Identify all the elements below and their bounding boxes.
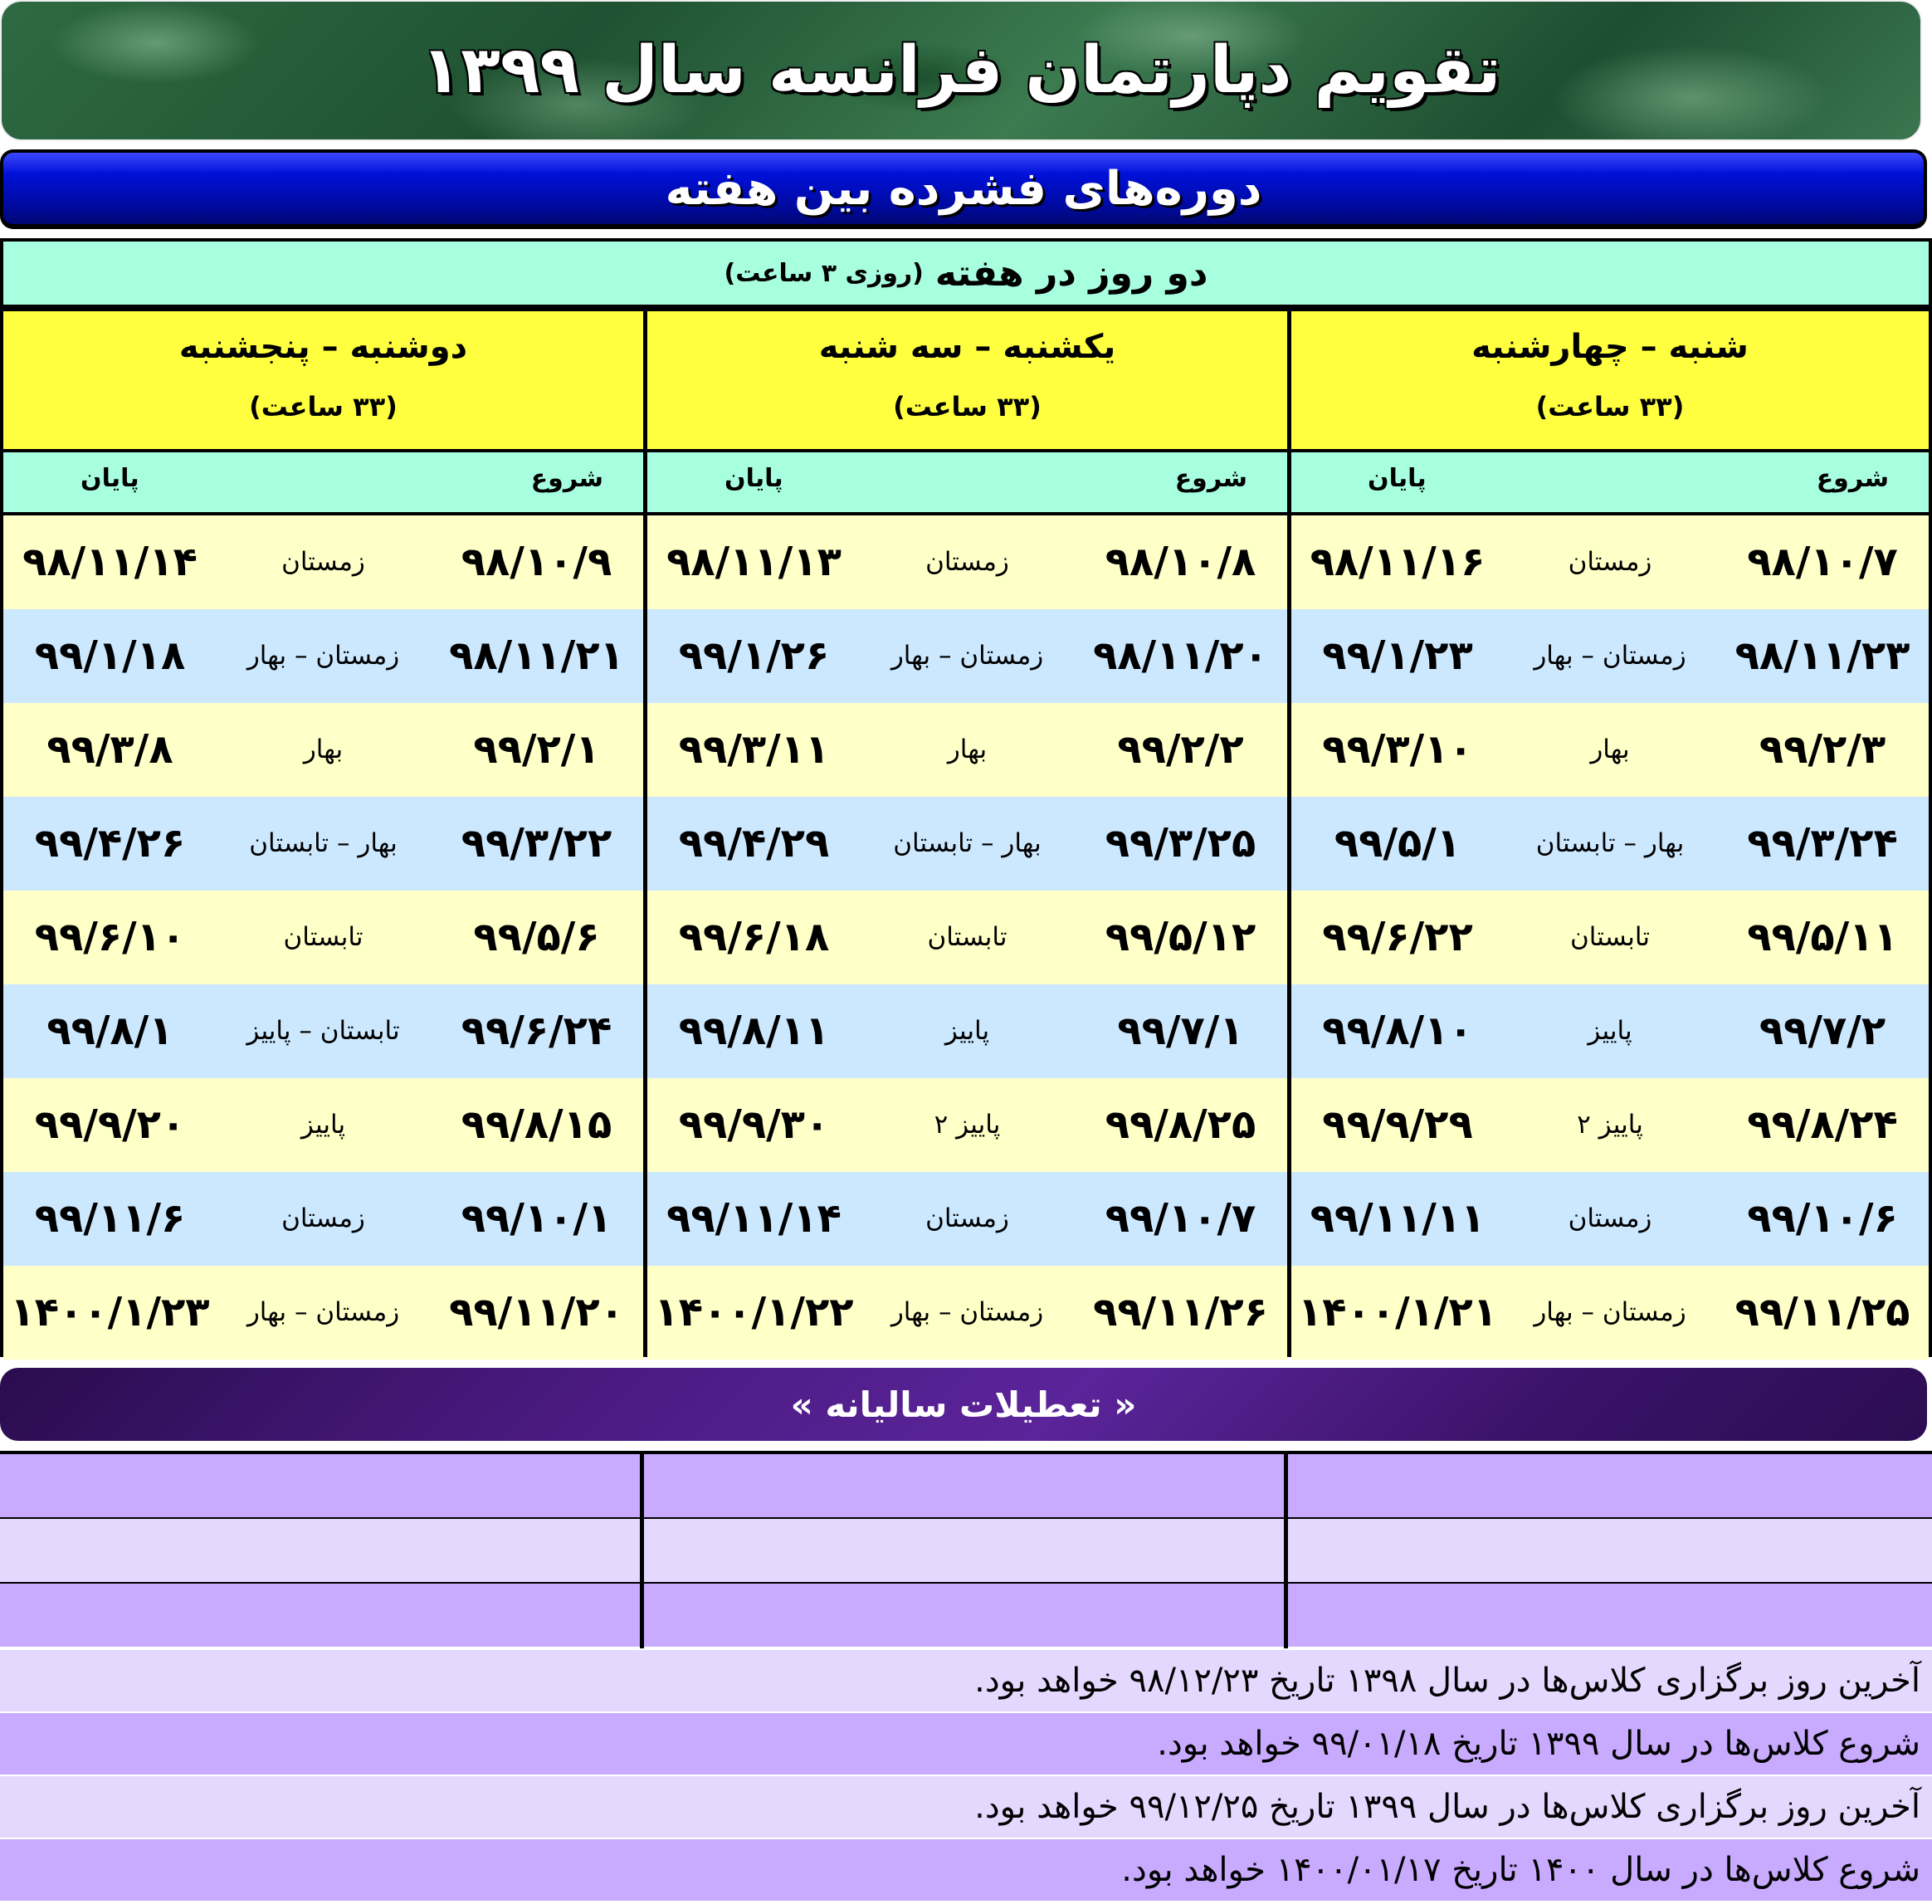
column-end-label: پایان [1368, 464, 1427, 493]
start-date: ۹۹/۳/۲۵ [1105, 820, 1256, 867]
schedule-row [647, 891, 1287, 984]
end-date: ۱۴۰۰/۱/۲۳ [10, 1289, 210, 1335]
section-title: دوره‌های فشرده بین هفته [665, 161, 1262, 216]
note-line: شروع کلاس‌ها در سال ۱۳۹۹ تاریخ ۹۹/۰۱/۱۸ خواهد بود. [0, 1713, 1932, 1775]
group-days: شنبه – چهارشنبه [1471, 328, 1749, 366]
schedule-row [1291, 515, 1929, 609]
holiday-row [0, 1454, 1932, 1517]
schedule-row [3, 891, 643, 984]
end-date: ۹۹/۳/۱۰ [1322, 726, 1473, 773]
schedule-group [3, 311, 643, 1354]
column-start-label: شروع [530, 464, 603, 493]
start-date: ۹۹/۸/۱۵ [461, 1101, 612, 1148]
season-label: زمستان – بهار [890, 1297, 1044, 1327]
group-header [647, 311, 1287, 452]
schedule-row [1291, 703, 1929, 797]
end-date: ۹۹/۵/۱ [1334, 820, 1461, 867]
schedule-row [3, 609, 643, 703]
start-date: ۹۸/۱۱/۲۰ [1093, 632, 1268, 679]
end-date: ۹۹/۶/۱۰ [34, 914, 186, 960]
season-label: پاییز [300, 1110, 346, 1140]
season-label: بهار – تابستان [249, 828, 398, 858]
season-label: زمستان [281, 547, 365, 577]
title-banner [0, 0, 1922, 141]
note-line: شروع کلاس‌ها در سال ۱۴۰۰ تاریخ ۱۴۰۰/۰۱/۱۷ خواهد بود. [0, 1839, 1932, 1901]
end-date: ۹۹/۳/۸ [46, 726, 173, 773]
schedule-row [647, 797, 1287, 891]
end-date: ۱۴۰۰/۱/۲۲ [654, 1289, 854, 1335]
season-label: تابستان – پاییز [246, 1016, 400, 1046]
start-date: ۹۹/۵/۶ [473, 914, 600, 960]
column-end-label: پایان [724, 464, 783, 493]
schedule-row [3, 1078, 643, 1172]
group-hours: (۳۳ ساعت) [893, 391, 1042, 422]
season-label: زمستان [281, 1203, 365, 1233]
end-date: ۹۹/۸/۱۰ [1322, 1008, 1473, 1054]
end-date: ۹۹/۸/۱۱ [678, 1008, 830, 1054]
start-date: ۹۹/۸/۲۴ [1747, 1101, 1898, 1148]
column-header [1291, 452, 1929, 515]
start-date: ۹۹/۷/۲ [1759, 1008, 1886, 1054]
end-date: ۹۸/۱۱/۱۶ [1310, 539, 1486, 585]
season-label: پاییز ۲ [1577, 1110, 1643, 1140]
season-label: بهار – تابستان [893, 828, 1042, 858]
schedule-row [1291, 1078, 1929, 1172]
schedule-header-main: دو روز در هفته [934, 251, 1208, 295]
end-date: ۹۹/۸/۱ [46, 1008, 173, 1054]
start-date: ۹۸/۱۰/۷ [1747, 539, 1898, 585]
schedule-row [3, 703, 643, 797]
schedule-row [1291, 984, 1929, 1078]
start-date: ۹۸/۱۱/۲۱ [449, 632, 624, 679]
season-label: بهار [303, 735, 344, 764]
column-divider [1287, 311, 1291, 1354]
start-date: ۹۸/۱۰/۸ [1105, 539, 1256, 585]
holidays-bar [0, 1368, 1927, 1441]
start-date: ۹۹/۱۱/۲۰ [449, 1289, 624, 1335]
end-date: ۹۹/۱۱/۱۴ [666, 1195, 842, 1242]
start-date: ۹۹/۲/۳ [1759, 726, 1886, 773]
start-date: ۹۹/۱۰/۷ [1105, 1195, 1256, 1242]
schedule-header [3, 242, 1929, 308]
end-date: ۹۹/۱/۲۳ [1322, 632, 1473, 679]
start-date: ۹۹/۶/۲۴ [461, 1008, 612, 1054]
end-date: ۹۹/۹/۳۰ [678, 1101, 830, 1148]
schedule-row [1291, 609, 1929, 703]
schedule-group [1291, 311, 1929, 1354]
season-label: زمستان [925, 1203, 1009, 1233]
schedule-row [3, 1266, 643, 1360]
season-label: زمستان – بهار [246, 1297, 400, 1327]
schedule-header-sub: (روزی ۳ ساعت) [724, 258, 924, 288]
group-header [3, 311, 643, 452]
column-divider [640, 1454, 644, 1648]
schedule-row [647, 703, 1287, 797]
column-header [647, 452, 1287, 515]
end-date: ۹۹/۱۱/۱۱ [1310, 1195, 1486, 1242]
start-date: ۹۹/۸/۲۵ [1105, 1101, 1256, 1148]
end-date: ۹۹/۳/۱۱ [678, 726, 830, 773]
end-date: ۹۹/۹/۲۰ [34, 1101, 186, 1148]
start-date: ۹۹/۵/۱۲ [1105, 914, 1256, 960]
schedule-row [647, 1078, 1287, 1172]
start-date: ۹۹/۲/۲ [1117, 726, 1244, 773]
group-hours: (۳۳ ساعت) [249, 391, 398, 422]
holiday-row [0, 1519, 1932, 1582]
schedule-row [3, 515, 643, 609]
season-label: تابستان [927, 922, 1007, 952]
subtitle-bar [0, 149, 1927, 229]
schedule-row [1291, 797, 1929, 891]
group-days: دوشنبه – پنجشنبه [178, 328, 468, 366]
season-label: زمستان – بهار [1534, 641, 1686, 671]
column-start-label: شروع [1174, 464, 1247, 493]
season-label: زمستان – بهار [246, 641, 400, 671]
start-date: ۹۸/۱۱/۲۳ [1734, 632, 1910, 679]
season-label: بهار – تابستان [1535, 828, 1685, 858]
start-date: ۹۸/۱۰/۹ [461, 539, 612, 585]
schedule-row [1291, 891, 1929, 984]
holiday-row [0, 1584, 1932, 1647]
end-date: ۹۹/۴/۲۹ [678, 820, 830, 867]
holidays-table [0, 1451, 1932, 1645]
column-end-label: پایان [80, 464, 139, 493]
schedule-row [647, 609, 1287, 703]
start-date: ۹۹/۱۰/۱ [461, 1195, 612, 1242]
page-title: تقویم دپارتمان فرانسه سال ۱۳۹۹ [421, 33, 1501, 108]
season-label: زمستان – بهار [1534, 1297, 1686, 1327]
season-label: پاییز ۲ [934, 1110, 1001, 1140]
end-date: ۹۹/۶/۲۲ [1322, 914, 1473, 960]
schedule-row [3, 984, 643, 1078]
start-date: ۹۹/۳/۲۲ [461, 820, 612, 867]
season-label: بهار [1590, 735, 1630, 764]
holidays-title: « تعطیلات سالیانه » [790, 1384, 1137, 1425]
schedule-group [647, 311, 1287, 1354]
end-date: ۹۹/۱/۲۶ [678, 632, 830, 679]
group-hours: (۳۳ ساعت) [1535, 391, 1685, 422]
schedule-table [0, 238, 1932, 1357]
start-date: ۹۹/۲/۱ [473, 726, 600, 773]
schedule-row [1291, 1266, 1929, 1360]
group-days: یکشنبه – سه شنبه [818, 328, 1116, 366]
column-divider [643, 311, 647, 1354]
schedule-row [3, 797, 643, 891]
schedule-row [647, 515, 1287, 609]
schedule-row [1291, 1172, 1929, 1266]
note-line: آخرین روز برگزاری کلاس‌ها در سال ۱۳۹۹ تاریخ ۹۹/۱۲/۲۵ خواهد بود. [0, 1776, 1932, 1838]
start-date: ۹۹/۷/۱ [1117, 1008, 1244, 1054]
column-header [3, 452, 643, 515]
end-date: ۹۹/۶/۱۸ [678, 914, 830, 960]
end-date: ۹۹/۱۱/۶ [34, 1195, 186, 1242]
start-date: ۹۹/۵/۱۱ [1747, 914, 1898, 960]
season-label: زمستان [925, 547, 1009, 577]
season-label: پاییز [1588, 1016, 1632, 1046]
column-start-label: شروع [1816, 464, 1889, 493]
end-date: ۹۹/۴/۲۶ [34, 820, 186, 867]
season-label: پاییز [944, 1016, 990, 1046]
schedule-row [647, 1172, 1287, 1266]
schedule-row [647, 1266, 1287, 1360]
start-date: ۹۹/۱۱/۲۵ [1734, 1289, 1910, 1335]
note-line: آخرین روز برگزاری کلاس‌ها در سال ۱۳۹۸ تاریخ ۹۸/۱۲/۲۳ خواهد بود. [0, 1650, 1932, 1711]
season-label: زمستان [1568, 1203, 1652, 1233]
group-header [1291, 311, 1929, 452]
season-label: زمستان – بهار [890, 641, 1044, 671]
end-date: ۹۸/۱۱/۱۳ [666, 539, 842, 585]
end-date: ۹۸/۱۱/۱۴ [22, 539, 198, 585]
end-date: ۹۹/۹/۲۹ [1322, 1101, 1473, 1148]
start-date: ۹۹/۱۱/۲۶ [1093, 1289, 1268, 1335]
season-label: تابستان [283, 922, 363, 952]
start-date: ۹۹/۳/۲۴ [1747, 820, 1898, 867]
season-label: بهار [947, 735, 988, 764]
season-label: تابستان [1570, 922, 1650, 952]
end-date: ۱۴۰۰/۱/۲۱ [1297, 1289, 1498, 1335]
schedule-row [647, 984, 1287, 1078]
season-label: زمستان [1568, 547, 1652, 577]
end-date: ۹۹/۱/۱۸ [34, 632, 186, 679]
start-date: ۹۹/۱۰/۶ [1747, 1195, 1898, 1242]
column-divider [1284, 1454, 1288, 1648]
schedule-row [3, 1172, 643, 1266]
